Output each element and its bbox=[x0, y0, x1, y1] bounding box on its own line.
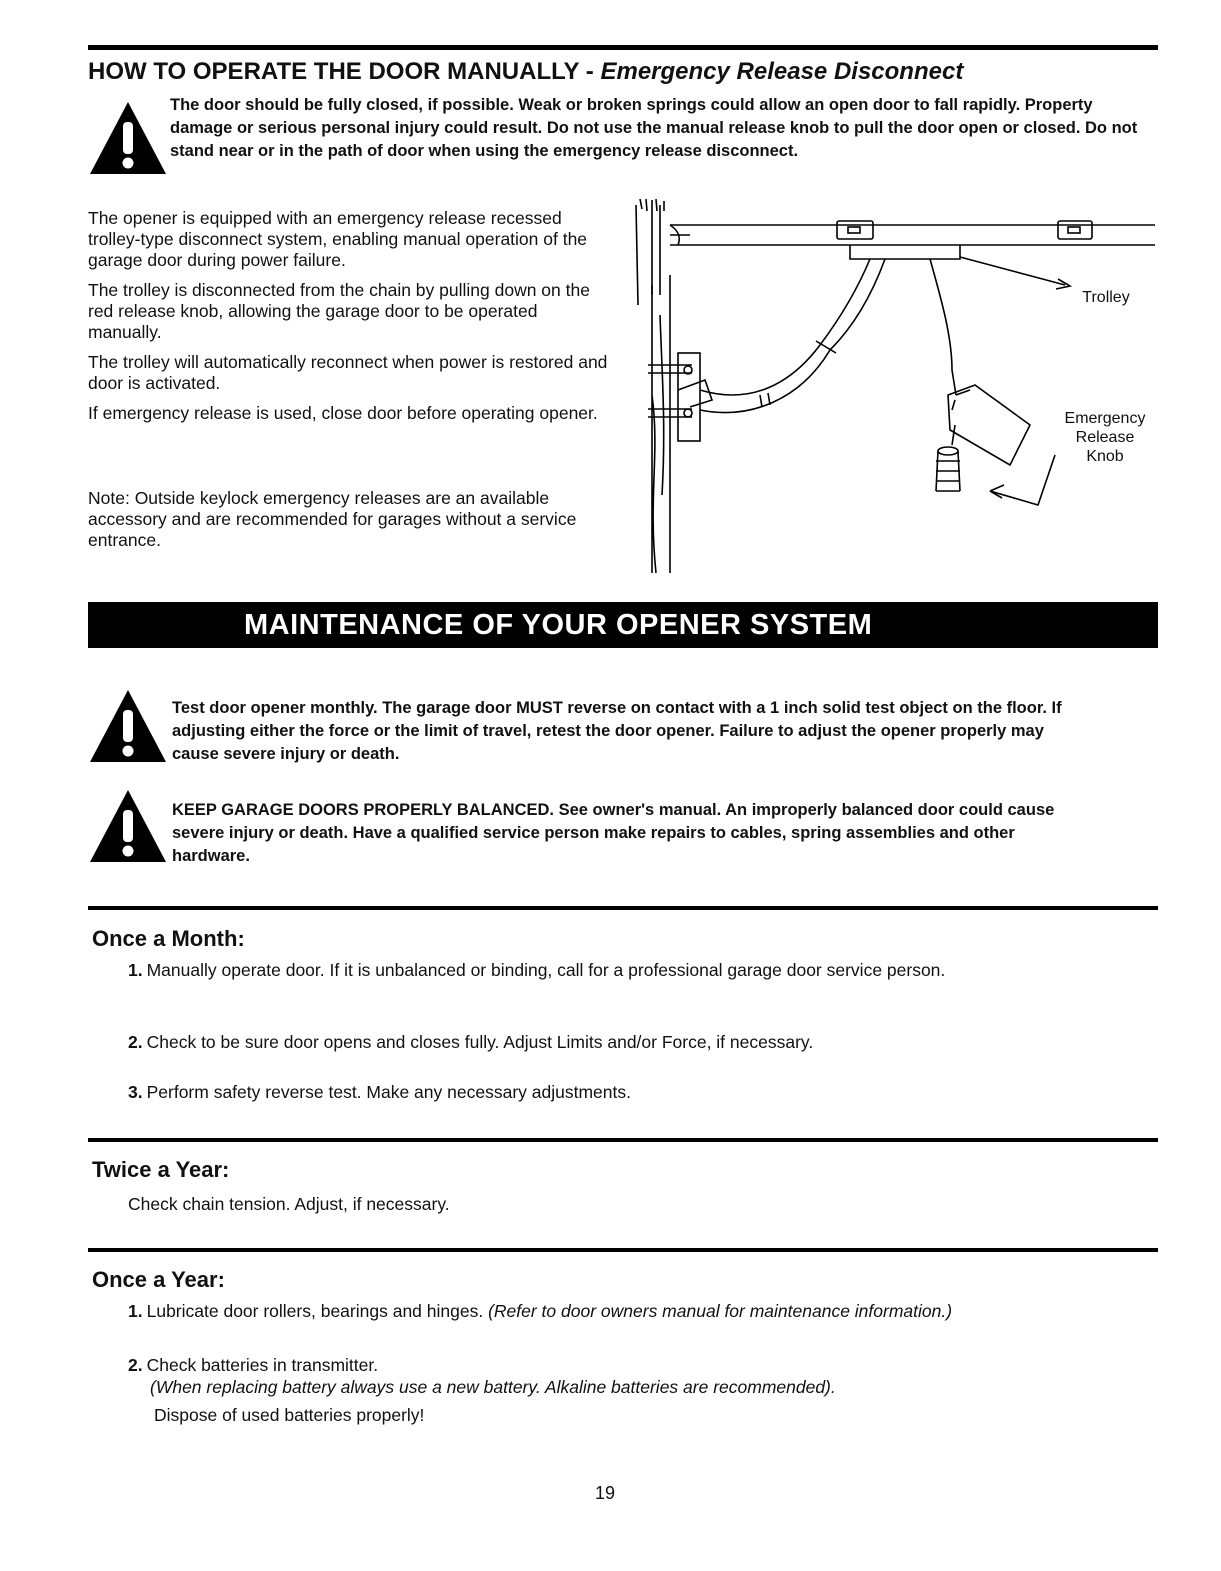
twice-year-heading: Twice a Year: bbox=[92, 1157, 230, 1182]
warning-triangle-icon bbox=[88, 688, 168, 764]
manual-release-instructions bbox=[88, 208, 613, 433]
monthly-item: 2. Check to be sure door opens and closes fully. Adjust Limits and/or Force, if necessary. bbox=[128, 1032, 814, 1052]
trolley-label: Trolley bbox=[1082, 289, 1130, 306]
section-title: HOW TO OPERATE THE DOOR MANUALLY - Emergency Release Disconnect bbox=[88, 58, 964, 85]
monthly-item: 3. Perform safety reverse test. Make any necessary adjustments. bbox=[128, 1082, 631, 1102]
yearly-heading: Once a Year: bbox=[92, 1267, 225, 1292]
paragraph: The opener is equipped with an emergency release recessed trolley-type disconnect system, enabling manual operation of the garage door during power failure. bbox=[88, 208, 588, 270]
paragraph: The trolley is disconnected from the chain by pulling down on the red release knob, allowing the garage door to be operated manually. bbox=[88, 280, 590, 342]
warning-triangle-icon bbox=[88, 788, 168, 864]
top-rule bbox=[88, 45, 1158, 50]
banner-title: MAINTENANCE OF YOUR OPENER SYSTEM bbox=[244, 609, 873, 641]
monthly-heading: Once a Month: bbox=[92, 926, 245, 951]
balance-warning: KEEP GARAGE DOORS PROPERLY BALANCED. See owner's manual. An improperly balanced door could cause severe injury or death. Have a qualified service person make repairs to cables, spring assemblies and other hardware. bbox=[172, 801, 1055, 865]
page-number: 19 bbox=[595, 1483, 616, 1503]
twice-year-text: Check chain tension. Adjust, if necessary. bbox=[128, 1194, 450, 1214]
emergency-release-diagram bbox=[630, 195, 1160, 575]
monthly-test-warning: Test door opener monthly. The garage door MUST reverse on contact with a 1 inch solid test object on the floor. If adjusting either the force or the limit of travel, retest the door opener. Failure to adjust the opener properly may cause severe injury or death. bbox=[172, 699, 1062, 763]
yearly-item: 1. Lubricate door rollers, bearings and hinges. (Refer to door owners manual for maintenance information.) bbox=[128, 1301, 953, 1321]
emergency-release-knob-label: Emergency Release Knob bbox=[1064, 410, 1146, 465]
paragraph: If emergency release is used, close door before operating opener. bbox=[88, 403, 598, 423]
monthly-item: 1. Manually operate door. If it is unbalanced or binding, call for a professional garage door service person. bbox=[128, 960, 946, 980]
paragraph: The trolley will automatically reconnect when power is restored and door is activated. bbox=[88, 352, 608, 393]
warning-triangle-icon bbox=[88, 100, 168, 176]
maintenance-banner bbox=[88, 602, 1158, 648]
yearly-item: 2. Check batteries in transmitter. (When replacing battery always use a new battery. Alkaline batteries are recommended). Dispose of used batteries properly! bbox=[128, 1355, 836, 1425]
manual-release-warning: The door should be fully closed, if possible. Weak or broken springs could allow an open door to fall rapidly. Property damage or serious personal injury could result. Do not use the manual release knob to pull the door open or closed. Do not stand near or in the path of door when using the emergency release disconnect. bbox=[170, 96, 1138, 160]
monthly-rule bbox=[88, 906, 1158, 910]
keylock-note: Note: Outside keylock emergency releases are an available accessory and are recommended for garages without a service entrance. bbox=[88, 488, 577, 550]
yearly-rule bbox=[88, 1248, 1158, 1252]
twice-year-rule bbox=[88, 1138, 1158, 1142]
